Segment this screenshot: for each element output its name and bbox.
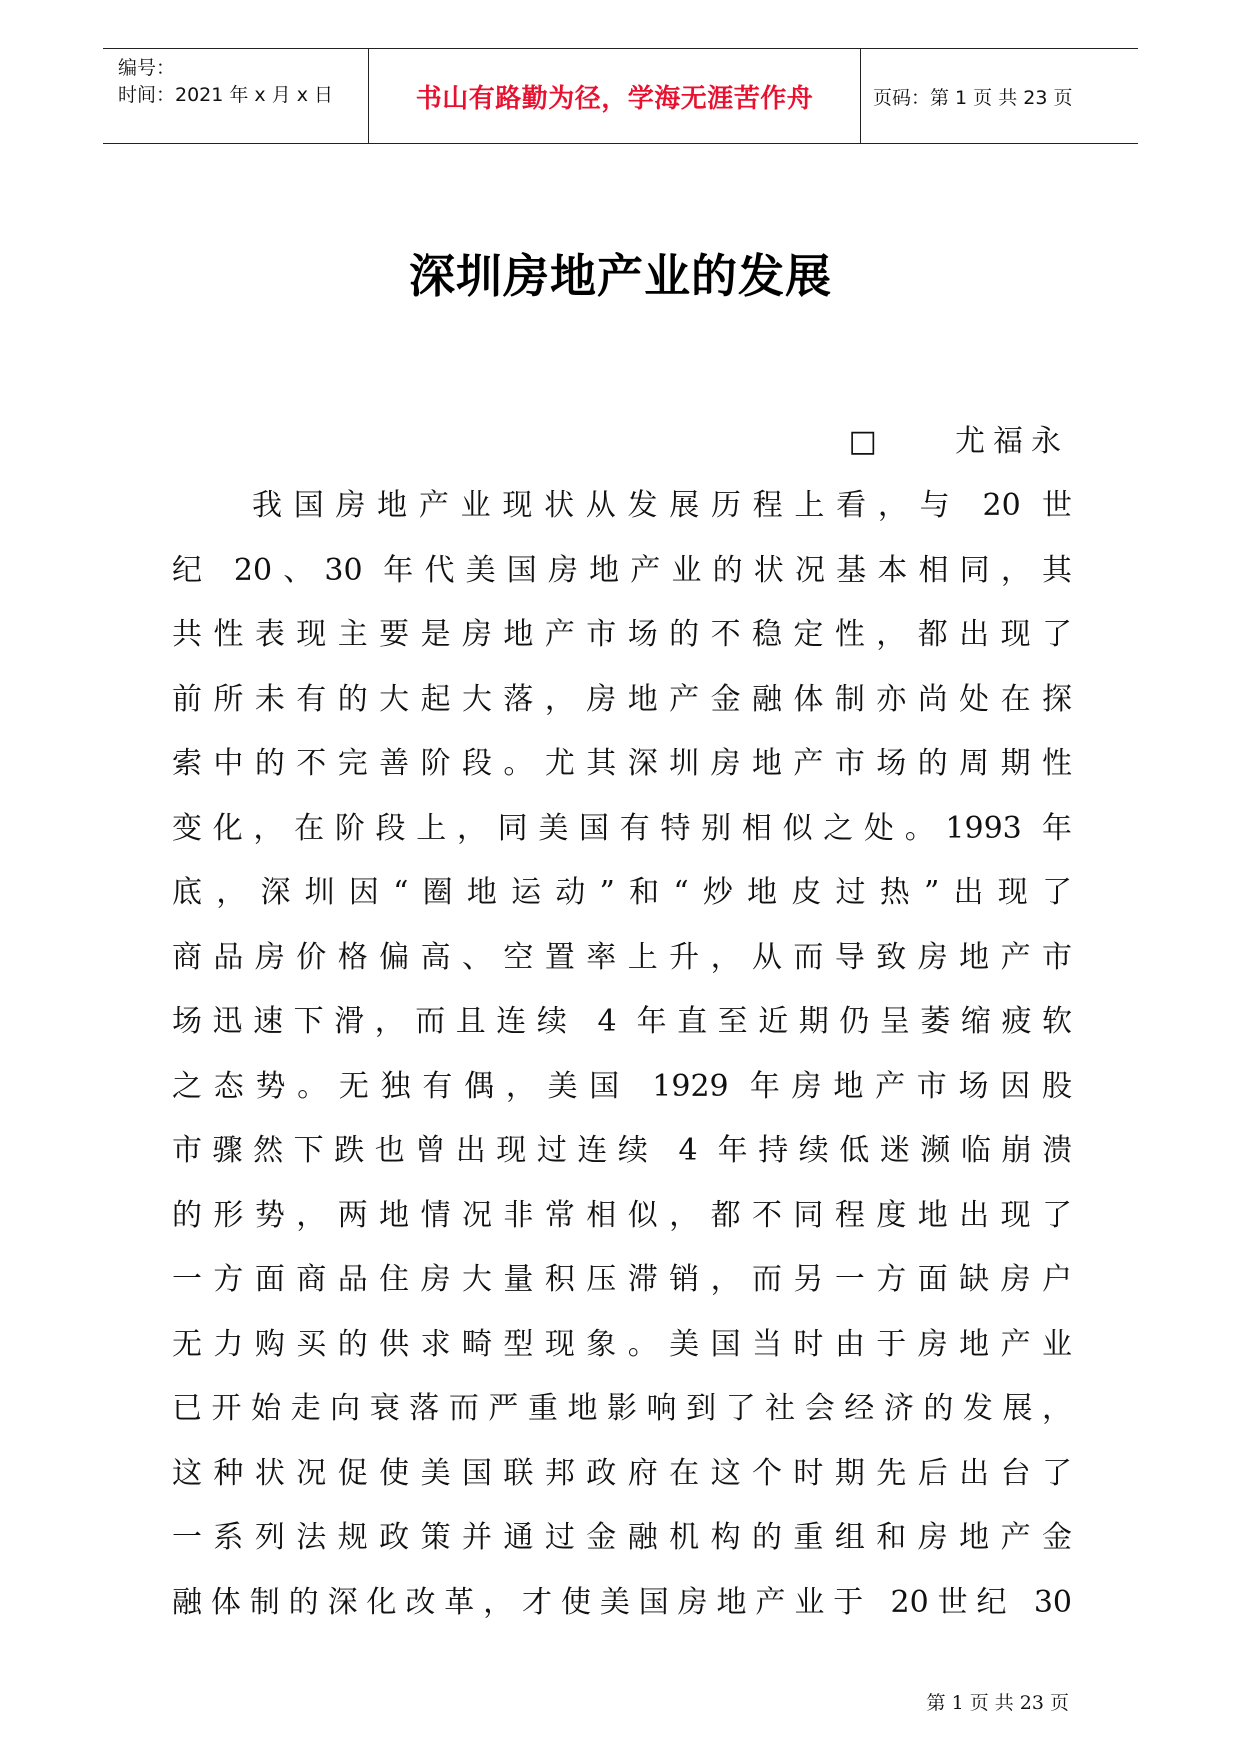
header-divider bbox=[368, 49, 369, 143]
body-line: 之态势。无独有偶，美国 1929 年房地产市场因股 bbox=[172, 1068, 1072, 1104]
body-paragraph bbox=[172, 474, 1072, 1635]
body-line: 无力购买的供求畸型现象。美国当时由于房地产业 bbox=[172, 1326, 1072, 1362]
document-date: 时间：2021 年 x 月 x 日 bbox=[118, 84, 334, 106]
body-line: 场迅速下滑，而且连续 4 年直至近期仍呈萎缩疲软 bbox=[172, 1004, 1072, 1039]
body-line: 底，深圳因“圈地运动”和“炒地皮过热”出现了 bbox=[172, 875, 1072, 910]
body-line: 索中的不完善阶段。尤其深圳房地产市场的周期性 bbox=[172, 746, 1072, 781]
body-line: 变化，在阶段上，同美国有特别相似之处。1993 年 bbox=[172, 810, 1072, 846]
document-title: 深圳房地产业的发展 bbox=[409, 249, 832, 303]
header-page-info: 页码：第 1 页 共 23 页 bbox=[873, 86, 1073, 109]
header-meta bbox=[118, 55, 358, 109]
body-line: 纪 20、30 年代美国房地产业的状况基本相同，其 bbox=[172, 552, 1072, 588]
body-line: 前所未有的大起大落，房地产金融体制亦尚处在探 bbox=[172, 681, 1072, 717]
document-number-label: 编号： bbox=[118, 57, 176, 79]
header-divider bbox=[860, 49, 861, 143]
body-line: 已开始走向衰落而严重地影响到了社会经济的发展， bbox=[172, 1391, 1072, 1426]
body-line: 一方面商品住房大量积压滞销，而另一方面缺房户 bbox=[172, 1262, 1072, 1297]
body-line: 共性表现主要是房地产市场的不稳定性，都出现了 bbox=[172, 617, 1072, 652]
body-line: 我国房地产业现状从发展历程上看，与 20 世 bbox=[252, 488, 1072, 523]
body-line: 市骤然下跌也曾出现过连续 4 年持续低迷濒临崩溃 bbox=[172, 1133, 1072, 1168]
page-header bbox=[103, 48, 1138, 144]
body-line: 商品房价格偏高、空置率上升，从而导致房地产市 bbox=[172, 939, 1072, 975]
body-line: 融体制的深化改革，才使美国房地产业于 20世纪 30 bbox=[172, 1584, 1072, 1620]
body-line: 这种状况促使美国联邦政府在这个时期先后出台了 bbox=[172, 1455, 1072, 1491]
body-line: 的形势，两地情况非常相似，都不同程度地出现了 bbox=[172, 1197, 1072, 1233]
page-footer: 第 1 页 共 23 页 bbox=[926, 1692, 1069, 1714]
header-motto: 书山有路勤为径，学海无涯苦作舟 bbox=[415, 83, 814, 114]
body-line: 一系列法规政策并通过金融机构的重组和房地产金 bbox=[172, 1520, 1072, 1555]
author-line: □ 尤福永 bbox=[848, 424, 1069, 459]
